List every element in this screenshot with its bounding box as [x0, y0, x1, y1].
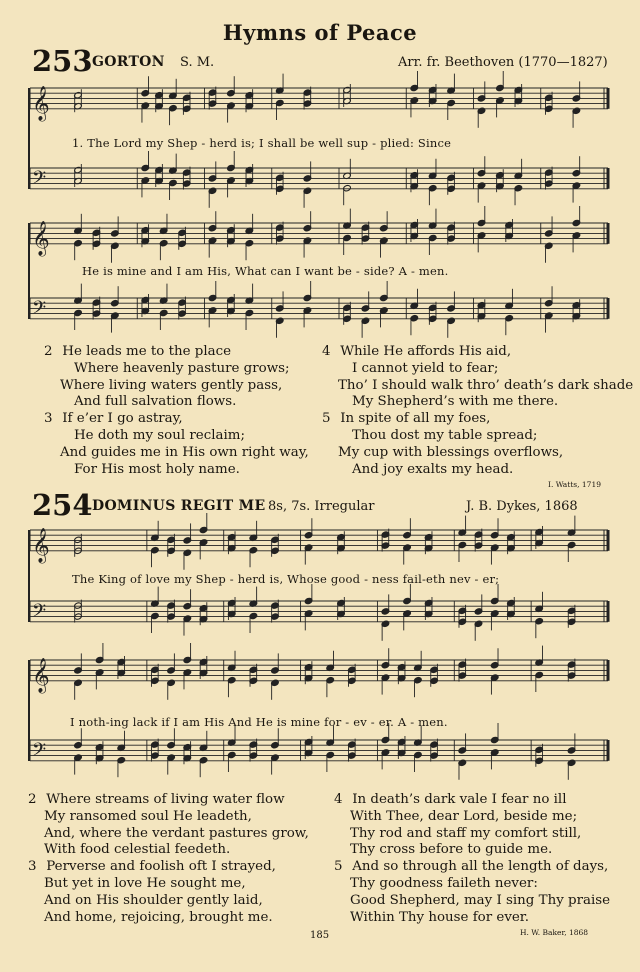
verse-line: 5 And so through all the length of days, [334, 859, 609, 875]
page-title: Hymns of Peace [222, 20, 418, 45]
verse-line: And joy exalts my head. [352, 461, 514, 477]
verse-line: Where living waters gently pass, [60, 377, 283, 393]
verse-line: Where heavenly pasture grows; [74, 360, 290, 376]
treble-clef: 𝄞 [32, 657, 50, 693]
composer: J. B. Dykes, 1868 [466, 499, 578, 514]
verse-line: And on His shoulder gently laid, [44, 892, 263, 908]
verse-line: Good Shepherd, may I sing Thy praise [350, 892, 611, 908]
meter: S. M. [180, 55, 215, 70]
verse-line: 2 He leads me to the place [44, 344, 232, 359]
treble-clef: 𝄞 [32, 220, 50, 256]
bass-clef: 𝄢 [32, 739, 47, 765]
lyric-line: 1. The Lord my Shep - herd is; I shall be well sup - plied: Since [72, 136, 452, 150]
author-credit: H. W. Baker, 1868 [520, 928, 589, 937]
lyric-line: I noth-ing lack if I am His And He is mine for - ev - er. A - men. [70, 715, 448, 729]
verse-line: And home, rejoicing, brought me. [44, 909, 273, 925]
verse-line: 3 Perverse and foolish oft I strayed, [28, 859, 276, 875]
verse-line: 3 If e’er I go astray, [44, 411, 183, 427]
treble-clef: 𝄞 [32, 527, 50, 563]
lyric-line: He is mine and I am His, What can I want be - side? A - men. [82, 264, 449, 278]
verse-line: And guides me in His own right way, [60, 444, 309, 460]
verse-line: My cup with blessings overflows, [338, 444, 564, 460]
meter: 8s, 7s. Irregular [268, 499, 375, 514]
verse-line: For His most holy name. [74, 461, 240, 477]
verse-line: With food celestial feedeth. [44, 842, 231, 858]
verse-line: 4 In death’s dark vale I fear no ill [334, 792, 567, 807]
verse-line: Thou dost my table spread; [352, 427, 538, 443]
bass-clef: 𝄢 [32, 167, 47, 193]
author-credit: I. Watts, 1719 [548, 480, 601, 489]
bass-clef: 𝄢 [32, 297, 47, 323]
verse-line: And full salvation flows. [74, 394, 237, 410]
verse-line: 2 Where streams of living water flow [28, 792, 285, 807]
lyric-line: The King of love my Shep - herd is, Whose good - ness fail-eth nev - er; [72, 572, 500, 586]
hymn-number: 254 [32, 488, 93, 522]
composer: Arr. fr. Beethoven (1770—1827) [398, 55, 608, 70]
verse-line: 5 In spite of all my foes, [322, 411, 491, 427]
bass-clef: 𝄢 [32, 600, 47, 626]
verses-left [28, 792, 309, 926]
verse-line: With Thee, dear Lord, beside me; [350, 808, 578, 824]
verse-line: Thy goodness faileth never: [350, 875, 538, 891]
verse-line: My ransomed soul He leadeth, [44, 808, 252, 824]
verse-line: I cannot yield to fear; [352, 360, 499, 376]
verse-line: My Shepherd’s with me there. [352, 394, 559, 410]
verse-line: But yet in love He sought me, [44, 875, 246, 891]
verse-line: He doth my soul reclaim; [74, 427, 245, 443]
verse-line: Thy cross before to guide me. [350, 842, 553, 858]
tune-name: DOMINUS REGIT ME [92, 498, 266, 514]
verses-right [322, 344, 633, 478]
verse-line: 4 While He affords His aid, [322, 344, 512, 359]
page-number: 185 [310, 930, 330, 941]
verses-right [334, 792, 610, 926]
verses-left [44, 344, 309, 478]
treble-clef: 𝄞 [32, 85, 50, 121]
verse-line: Thy rod and staff my comfort still, [350, 825, 582, 841]
verse-line: Tho’ I should walk thro’ death’s dark shade [338, 377, 634, 393]
verse-line: Within Thy house for ever. [350, 909, 529, 925]
hymn-number: 253 [32, 44, 93, 78]
tune-name: GORTON [92, 54, 165, 70]
verse-line: And, where the verdant pastures grow, [44, 825, 309, 841]
